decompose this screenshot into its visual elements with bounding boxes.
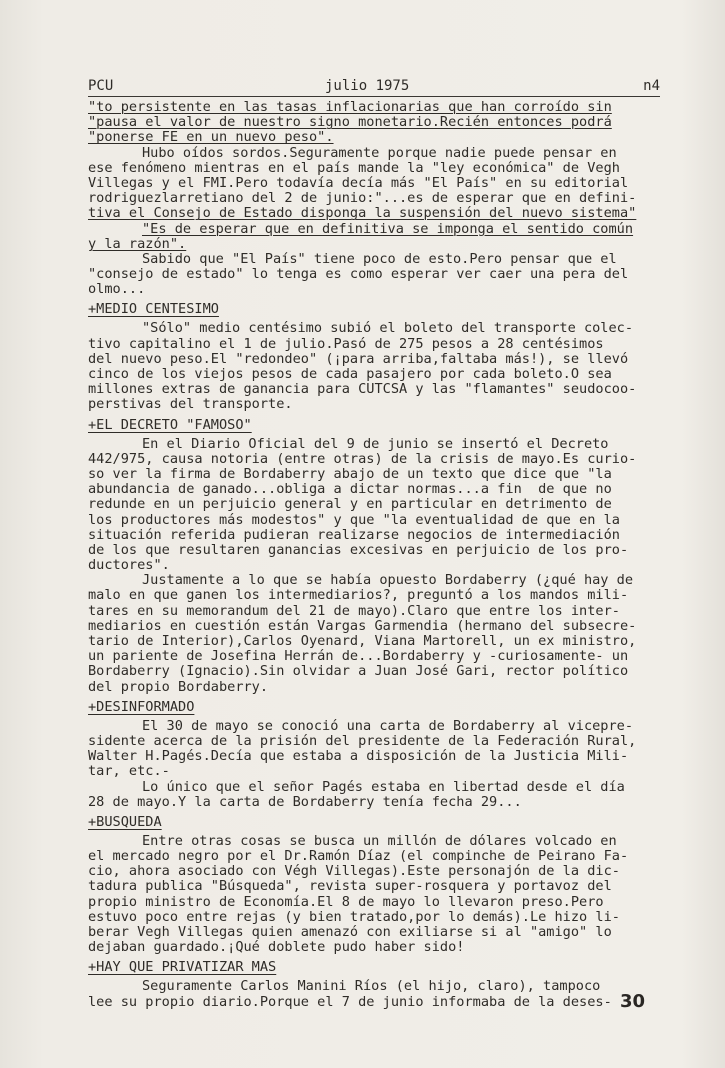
text-line: berar Vegh Villegas quien amenazó con exiliarse si al "amigo" lo <box>88 924 612 940</box>
text-line: "pausa el valor de nuestro signo monetario.Recién entonces podrá <box>88 114 612 131</box>
text-line: Entre otras cosas se busca un millón de dólares volcado en <box>142 832 617 849</box>
document-body <box>88 100 682 1010</box>
text-line: Hubo oídos sordos.Seguramente porque nadie puede pensar en <box>142 144 617 161</box>
header-publication: PCU <box>88 78 114 94</box>
text-line: del propio Bordaberry. <box>88 678 269 695</box>
section-heading: +DESINFORMADO <box>88 698 195 715</box>
text-line: tivo capitalino el 1 de julio.Pasó de 275 pesos a 28 centésimos <box>88 335 604 352</box>
text-line: mediarios en cuestión están Vargas Garmendia (hermano del subsecre- <box>88 617 637 634</box>
header-date: julio 1975 <box>325 78 410 94</box>
text-line: "ponerse FE en un nuevo peso". <box>88 129 334 146</box>
section-heading: +EL DECRETO "FAMOSO" <box>88 416 252 433</box>
text-line: Villegas y el FMI.Pero todavía decía más "El País" en su editorial <box>88 174 629 191</box>
text-line: dejaban guardado.¡Qué doblete pudo haber sido! <box>88 939 465 956</box>
text-line: tiva el Consejo de Estado disponga la suspensión del nuevo sistema" <box>88 205 637 222</box>
text-line: Walter H.Pagés.Decía que estaba a disposición de la Justicia Mili- <box>88 748 629 765</box>
header-issue: n4 <box>643 78 660 94</box>
text-line: de los que resultaren ganancias excesivas en perjuicio de los pro- <box>88 541 629 558</box>
text-line: Bordaberry (Ignacio).Sin olvidar a Juan José Gari, rector político <box>88 663 629 680</box>
text-line: "Sólo" medio centésimo subió el boleto del transporte colec- <box>142 320 634 337</box>
text-line: propio ministro de Economía.El 8 de mayo lo llevaron preso.Pero <box>88 893 604 910</box>
section-heading: +HAY QUE PRIVATIZAR MAS <box>88 959 277 976</box>
text-line: el mercado negro por el Dr.Ramón Díaz (el compinche de Peirano Fa- <box>88 848 629 865</box>
text-line: los productores más modestos" y que "la eventualidad de que en la <box>88 511 620 528</box>
text-line: so ver la firma de Bordaberry abajo de un texto que dice que "la <box>88 465 612 482</box>
intro-paragraphs <box>88 100 682 297</box>
text-line: redunde en un perjuicio general y en particular en detrimento de <box>88 496 612 513</box>
text-line: Justamente a lo que se había opuesto Bordaberry (¿qué hay de <box>142 572 634 589</box>
text-line: "Es de esperar que en definitiva se imponga el sentido común <box>142 220 634 237</box>
header-rule <box>88 96 660 97</box>
text-line: olmo... <box>88 281 146 298</box>
text-line: ese fenómeno mientras en el país mande la "ley económica" de Vegh <box>88 159 620 176</box>
section-heading: +BUSQUEDA <box>88 813 162 830</box>
text-line: tario de Interior),Carlos Oyenard, Viana Martorell, un ex ministro, <box>88 633 637 649</box>
page-number: 30 <box>620 991 646 1012</box>
text-line: 442/975, causa notoria (entre otras) de la crisis de mayo.Es curio- <box>88 450 637 467</box>
text-line: del nuevo peso.El "redondeo" (¡para arriba,faltaba más!), se llevó <box>88 350 629 367</box>
text-line: Lo único que el señor Pagés estaba en libertad desde el día <box>142 778 625 795</box>
text-line: tares en su memorandum del 21 de mayo).Claro que entre los inter- <box>88 602 620 619</box>
text-line: malo en que ganen los intermediarios?, preguntó a los mandos mili- <box>88 587 629 604</box>
text-line: rodriguezlarretiano del 2 de junio:"...es de esperar que en defini- <box>88 190 637 207</box>
text-line: ductores". <box>88 557 170 574</box>
text-line: tar, etc.- <box>88 763 170 780</box>
text-line: millones extras de ganancia para CUTCSA y las "flamantes" seudocoo- <box>88 381 637 398</box>
text-line: cio, ahora asociado con Végh Villegas).Este personajón de la dic- <box>88 863 620 880</box>
text-line: un pariente de Josefina Herrán de...Bordaberry y -curiosamente- un <box>88 648 629 665</box>
text-line: perstivas del transporte. <box>88 396 293 413</box>
text-line: En el Diario Oficial del 9 de junio se insertó el Decreto <box>142 435 609 452</box>
text-line: "consejo de estado" lo tenga es como esperar ver caer una pera del <box>88 266 629 283</box>
section-heading: +MEDIO CENTESIMO <box>88 301 219 318</box>
text-line: situación referida pudieran realizarse negocios de intermediación <box>88 526 620 543</box>
text-line: 28 de mayo.Y la carta de Bordaberry tenía fecha 29... <box>88 793 522 810</box>
text-line: lee su propio diario.Porque el 7 de junio informaba de la deses- <box>88 993 612 1010</box>
text-line: abundancia de ganado...obliga a dictar normas...a fin de que no <box>88 481 612 498</box>
text-line: tadura publica "Búsqueda", revista super-rosquera y portavoz del <box>88 878 612 895</box>
text-line: Sabido que "El País" tiene poco de esto.Pero pensar que el <box>142 250 617 267</box>
text-line: sidente acerca de la prisión del presidente de la Federación Rural, <box>88 732 637 749</box>
text-line: Seguramente Carlos Manini Ríos (el hijo, claro), tampoco <box>142 978 601 995</box>
text-line: y la razón". <box>88 235 187 252</box>
text-line: estuvo poco entre rejas (y bien tratado,por lo demás).Le hizo li- <box>88 908 620 925</box>
text-line: El 30 de mayo se conoció una carta de Bordaberry al vicepre- <box>142 717 634 734</box>
text-line: cinco de los viejos pesos de cada pasajero por cada boleto.O sea <box>88 366 612 382</box>
text-line: "to persistente en las tasas inflacionarias que han corroído sin <box>88 99 612 115</box>
